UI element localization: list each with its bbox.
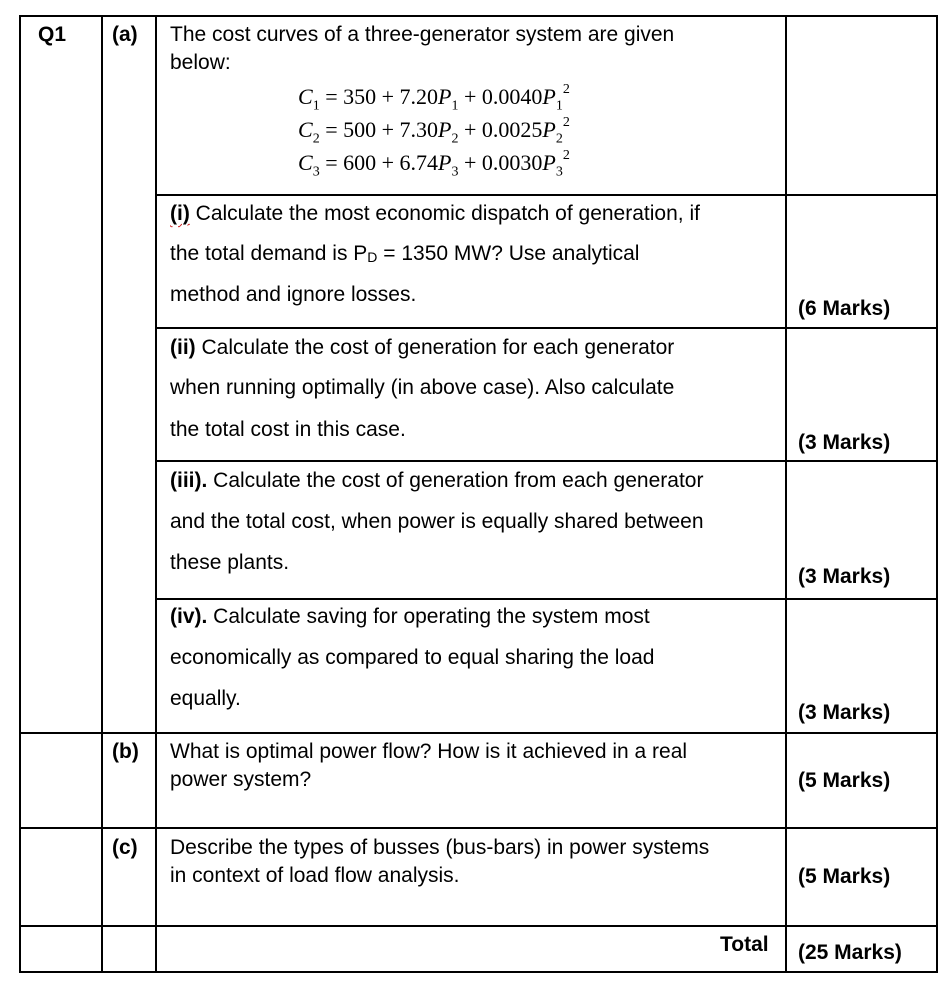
sub-iv-marks: (3 Marks) — [798, 701, 891, 724]
sub-iii-line2: and the total cost, when power is equally shared between — [170, 510, 704, 533]
part-b-line1: What is optimal power flow? How is it achieved in a real — [170, 740, 688, 763]
sub-iv-line3: equally. — [170, 687, 241, 710]
sub-iv-line1: (iv). Calculate saving for operating the system most — [170, 605, 650, 628]
row-divider-a-ii — [155, 460, 938, 462]
row-divider-a-end — [19, 732, 938, 734]
col-divider-1 — [101, 15, 103, 973]
part-a-intro-line2: below: — [170, 51, 231, 74]
sub-i-line1: (i) Calculate the most economic dispatch of generation, if — [170, 202, 700, 225]
sub-i-line2: the total demand is PD = 1350 MW? Use analytical — [170, 242, 640, 265]
sub-iii-line3: these plants. — [170, 551, 290, 574]
sub-ii-line1: (ii) Calculate the cost of generation for each generator — [170, 336, 675, 359]
sub-iv-line2: economically as compared to equal sharing the load — [170, 646, 655, 669]
sub-iv-label: (iv). — [170, 605, 208, 628]
row-divider-a-iii — [155, 598, 938, 600]
sub-i-line3: method and ignore losses. — [170, 283, 417, 306]
sub-iii-line1: (iii). Calculate the cost of generation from each generator — [170, 469, 704, 492]
row-divider-c-end — [19, 925, 938, 927]
cost-equation-1: $C_1 = 350 + 7.20P_1 + 0.0040P_1^2$ — [298, 81, 570, 114]
sub-ii-line3: the total cost in this case. — [170, 418, 406, 441]
total-label: Total — [720, 933, 769, 956]
part-c-label: (c) — [112, 836, 138, 859]
sub-iii-marks: (3 Marks) — [798, 565, 891, 588]
sub-ii-marks: (3 Marks) — [798, 431, 891, 454]
sub-i-marks: (6 Marks) — [798, 297, 891, 320]
sub-ii-label: (ii) — [170, 336, 196, 359]
part-a-intro-line1: The cost curves of a three-generator system are given — [170, 23, 675, 46]
row-divider-a-i — [155, 327, 938, 329]
sub-iii-label: (iii). — [170, 469, 208, 492]
part-c-line2: in context of load flow analysis. — [170, 864, 460, 887]
cost-equation-2: $C_2 = 500 + 7.30P_2 + 0.0025P_2^2$ — [298, 114, 570, 147]
part-b-line2: power system? — [170, 768, 312, 791]
part-b-marks: (5 Marks) — [798, 769, 891, 792]
cost-equation-3: $C_3 = 600 + 6.74P_3 + 0.0030P_3^2$ — [298, 147, 570, 180]
part-c-line1: Describe the types of busses (bus-bars) in power systems — [170, 836, 710, 859]
table-border-right — [936, 15, 938, 973]
col-divider-3 — [785, 15, 787, 973]
sub-ii-line2: when running optimally (in above case). Also calculate — [170, 376, 675, 399]
sub-i-label: (i) — [170, 202, 190, 225]
table-border-left — [19, 15, 21, 973]
part-b-label: (b) — [112, 740, 139, 763]
row-divider-a-intro — [155, 194, 938, 196]
row-divider-b-end — [19, 827, 938, 829]
total-marks: (25 Marks) — [798, 941, 902, 964]
part-a-label: (a) — [112, 23, 138, 46]
part-c-marks: (5 Marks) — [798, 865, 891, 888]
col-divider-2 — [155, 15, 157, 973]
question-number: Q1 — [38, 23, 67, 46]
